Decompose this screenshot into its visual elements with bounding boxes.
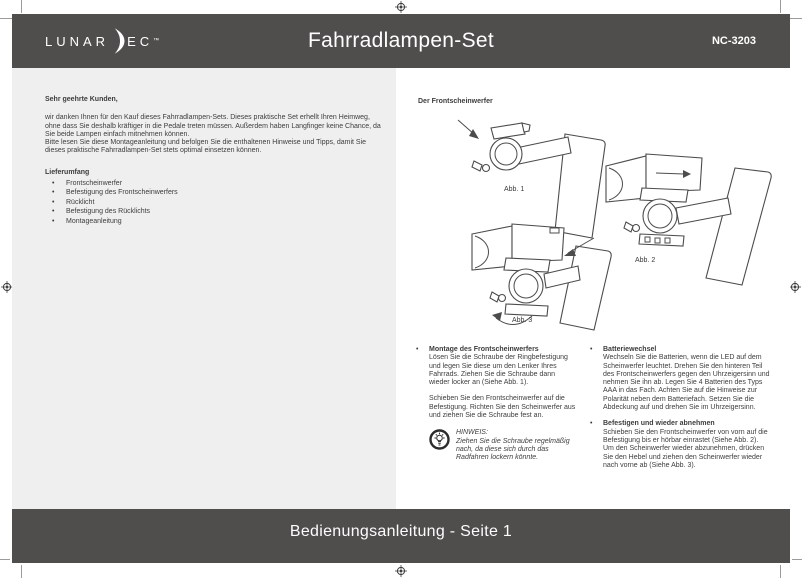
page-title: Fahrradlampen-Set xyxy=(307,29,495,52)
delivery-item: • Frontscheinwerfer xyxy=(45,179,384,188)
delivery-item: • Montageanleitung xyxy=(45,217,384,226)
battery-heading: • Batteriewechsel xyxy=(603,346,657,353)
crop-mark xyxy=(780,565,781,578)
battery-column xyxy=(590,346,770,470)
header-bar xyxy=(12,14,790,68)
section-heading: Der Frontscheinwerfer xyxy=(418,98,493,105)
montage-paragraph-1: Lösen Sie die Schraube der Ringbefestigung und legen Sie diese um den Lenker Ihres Fahrrads. Ziehen Sie die Schraube dann wieder locker an (Siehe Abb. 1). xyxy=(429,354,568,387)
hint-label: HINWEIS: xyxy=(456,429,488,437)
figure-2-label: Abb. 2 xyxy=(635,257,656,264)
attach-paragraph: Schieben Sie den Frontscheinwerfer von vorn auf die Befestigung bis er hörbar einrastet (Siehe Abb. 2). Um den Scheinwerfer wieder abzunehmen, drücken Sie den Hebel und ziehen den Scheinwerfer wieder nach vorne ab (Siehe Abb. 3). xyxy=(603,428,768,469)
figure-1-drawing xyxy=(458,120,605,238)
figure-2-drawing xyxy=(606,154,771,285)
hint-text: Ziehen Sie die Schraube regelmäßig nach, da diese sich durch das Radfahren lockern könnte. xyxy=(456,437,570,462)
montage-section xyxy=(416,346,576,463)
delivery-item: • Befestigung des Frontscheinwerfers xyxy=(45,188,384,197)
right-page-panel xyxy=(396,68,790,509)
crop-mark xyxy=(796,551,802,552)
registration-mark-icon xyxy=(395,565,407,577)
headlamp-mounting-diagram xyxy=(396,68,790,338)
battery-paragraph: Wechseln Sie die Batterien, wenn die LED auf dem Scheinwerfer leuchtet. Drehen Sie den hinteren Teil des Frontscheinwerfers gegen den Uhrzeigersinn und nehmen Sie ihn ab. Legen Sie 4 Batterien des Typs AAA in das Fach. Achten Sie auf die Hinweise zur Polarität neben dem Batteriefach. Setzen Sie die Abdeckung auf und drehen Sie im Uhrzeigersinn. xyxy=(603,354,770,412)
salutation: Sehr geehrte Kunden, xyxy=(45,96,118,103)
brand-name-left: LUNAR xyxy=(45,33,110,49)
battery-section xyxy=(590,346,770,412)
light-bulb-icon xyxy=(429,429,450,450)
delivery-item: • Rücklicht xyxy=(45,198,384,207)
delivery-heading: Lieferumfang xyxy=(45,168,90,176)
crop-mark xyxy=(0,559,10,560)
registration-mark-icon xyxy=(789,281,801,293)
trademark-symbol: ™ xyxy=(153,38,160,44)
footer-bar xyxy=(12,509,790,563)
montage-heading: • Montage des Frontscheinwerfers xyxy=(429,346,539,353)
crop-mark xyxy=(789,18,802,19)
hint-note-text xyxy=(456,429,576,462)
product-code: NC-3203 xyxy=(711,35,756,47)
crop-mark xyxy=(792,559,802,560)
figure-3-label: Abb. 3 xyxy=(512,317,533,324)
delivery-list xyxy=(45,179,384,226)
hint-note xyxy=(429,429,576,462)
attach-section xyxy=(590,420,770,470)
footer-title: Bedienungsanleitung - Seite 1 xyxy=(289,522,513,540)
intro-paragraphs xyxy=(45,114,381,155)
crop-mark xyxy=(0,551,6,552)
registration-mark-icon xyxy=(395,1,407,13)
figure-1-label: Abb. 1 xyxy=(504,186,525,193)
intro-paragraph-2: Bitte lesen Sie diese Montageanleitung und befolgen Sie die enthaltenen Hinweise und Tipps, damit Sie dieses praktische Fahrradlampen-Set stets optimal einsetzen können. xyxy=(45,139,367,155)
brand-name-right: EC xyxy=(127,33,154,49)
crop-mark xyxy=(780,0,781,13)
crop-mark xyxy=(21,0,22,13)
crop-mark xyxy=(21,565,22,578)
montage-column xyxy=(416,346,576,463)
left-page-panel xyxy=(12,68,396,509)
intro-paragraph-1: wir danken Ihnen für den Kauf dieses Fahrradlampen-Sets. Dieses praktische Set erhellt Ihren Heimweg, ohne dass Sie deshalb kräftiger in die Pedale treten müssen. Außerdem haben Langfinger keine Chance, da Sie beide Lampen einfach mitnehmen können. xyxy=(45,114,381,138)
delivery-item: • Befestigung des Rücklichts xyxy=(45,207,384,216)
montage-paragraph-2: Schieben Sie den Frontscheinwerfer auf die Befestigung. Richten Sie den Scheinwerfer aus und ziehen Sie die Schraube fest an. xyxy=(429,395,576,420)
figure-3-drawing xyxy=(472,224,611,330)
attach-heading: • Befestigen und wieder abnehmen xyxy=(603,420,715,428)
